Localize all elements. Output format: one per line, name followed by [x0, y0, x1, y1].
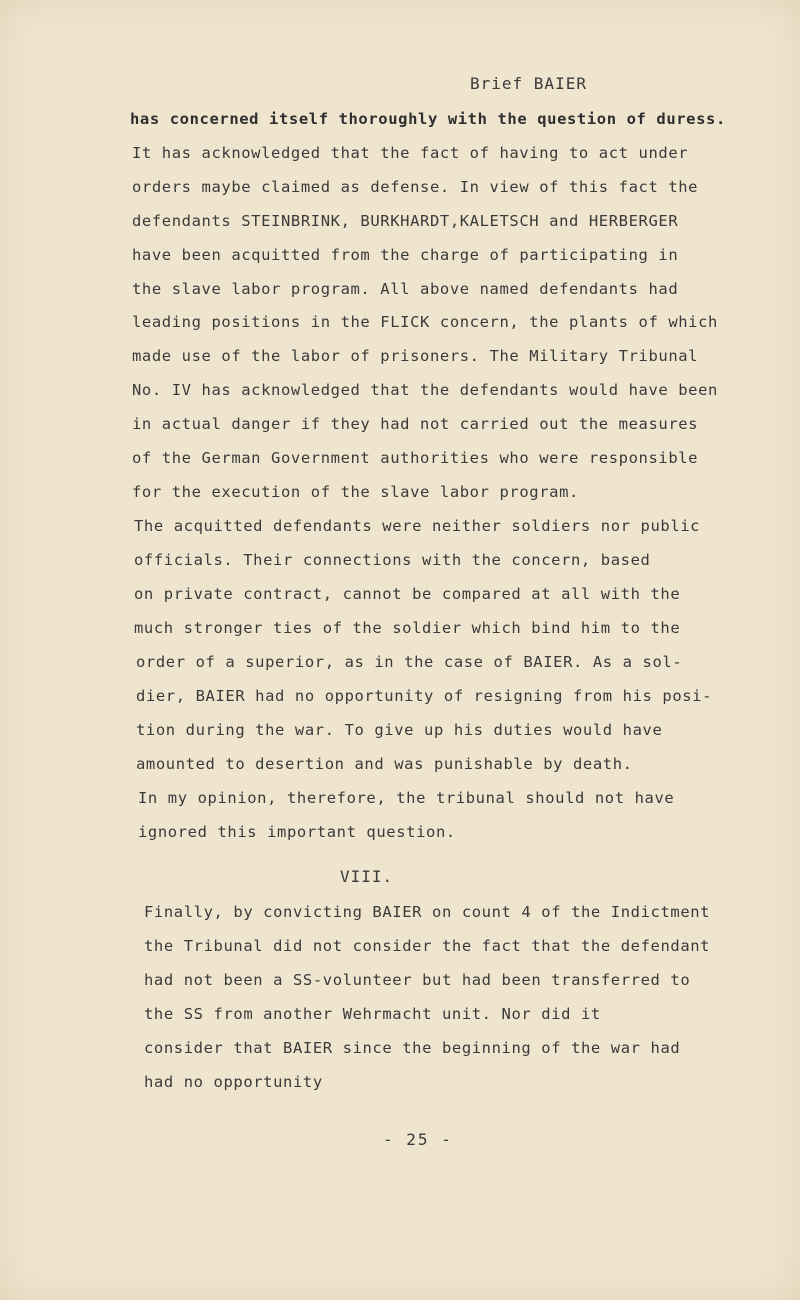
text-line: dier, BAIER had no opportunity of resigning from his posi-	[136, 687, 713, 705]
text-line: leading positions in the FLICK concern, the plants of which	[132, 313, 718, 331]
text-line: amounted to desertion and was punishable by death.	[136, 755, 633, 773]
text-line: had no opportunity	[144, 1073, 323, 1091]
text-line: on private contract, cannot be compared at all with the	[134, 585, 681, 603]
text-line: for the execution of the slave labor program.	[132, 483, 579, 501]
text-line: made use of the labor of prisoners. The Military Tribunal	[132, 347, 699, 365]
text-line: order of a superior, as in the case of BAIER. As a sol-	[136, 653, 683, 671]
text-line: the slave labor program. All above named defendants had	[132, 280, 679, 298]
text-line: had not been a SS-volunteer but had been transferred to	[144, 971, 691, 989]
text-line: in actual danger if they had not carried out the measures	[132, 415, 699, 433]
text-line: orders maybe claimed as defense. In view of this fact the	[132, 178, 699, 196]
text-line: tion during the war. To give up his duties would have	[136, 721, 663, 739]
text-line: No. IV has acknowledged that the defendants would have been	[132, 381, 718, 399]
page-number: - 25 -	[383, 1130, 453, 1149]
text-line: defendants STEINBRINK, BURKHARDT,KALETSCH and HERBERGER	[132, 212, 679, 230]
text-line: consider that BAIER since the beginning of the war had	[144, 1039, 681, 1057]
text-line: The acquitted defendants were neither soldiers nor public	[134, 517, 701, 535]
page-header: Brief BAIER	[470, 74, 587, 93]
text-line: have been acquitted from the charge of participating in	[132, 246, 679, 264]
text-line: officials. Their connections with the concern, based	[134, 551, 651, 569]
text-line: the SS from another Wehrmacht unit. Nor did it	[144, 1005, 601, 1023]
text-line: In my opinion, therefore, the tribunal should not have	[138, 789, 675, 807]
text-line: ignored this important question.	[138, 823, 456, 841]
text-line: the Tribunal did not consider the fact that the defendant	[144, 937, 711, 955]
text-line: of the German Government authorities who were responsible	[132, 449, 699, 467]
section-heading: VIII.	[340, 867, 394, 886]
text-line: Finally, by convicting BAIER on count 4 of the Indictment	[144, 903, 711, 921]
text-line: has concerned itself thoroughly with the question of duress.	[130, 110, 726, 128]
text-line: much stronger ties of the soldier which bind him to the	[134, 619, 681, 637]
text-line: It has acknowledged that the fact of having to act under	[132, 144, 689, 162]
